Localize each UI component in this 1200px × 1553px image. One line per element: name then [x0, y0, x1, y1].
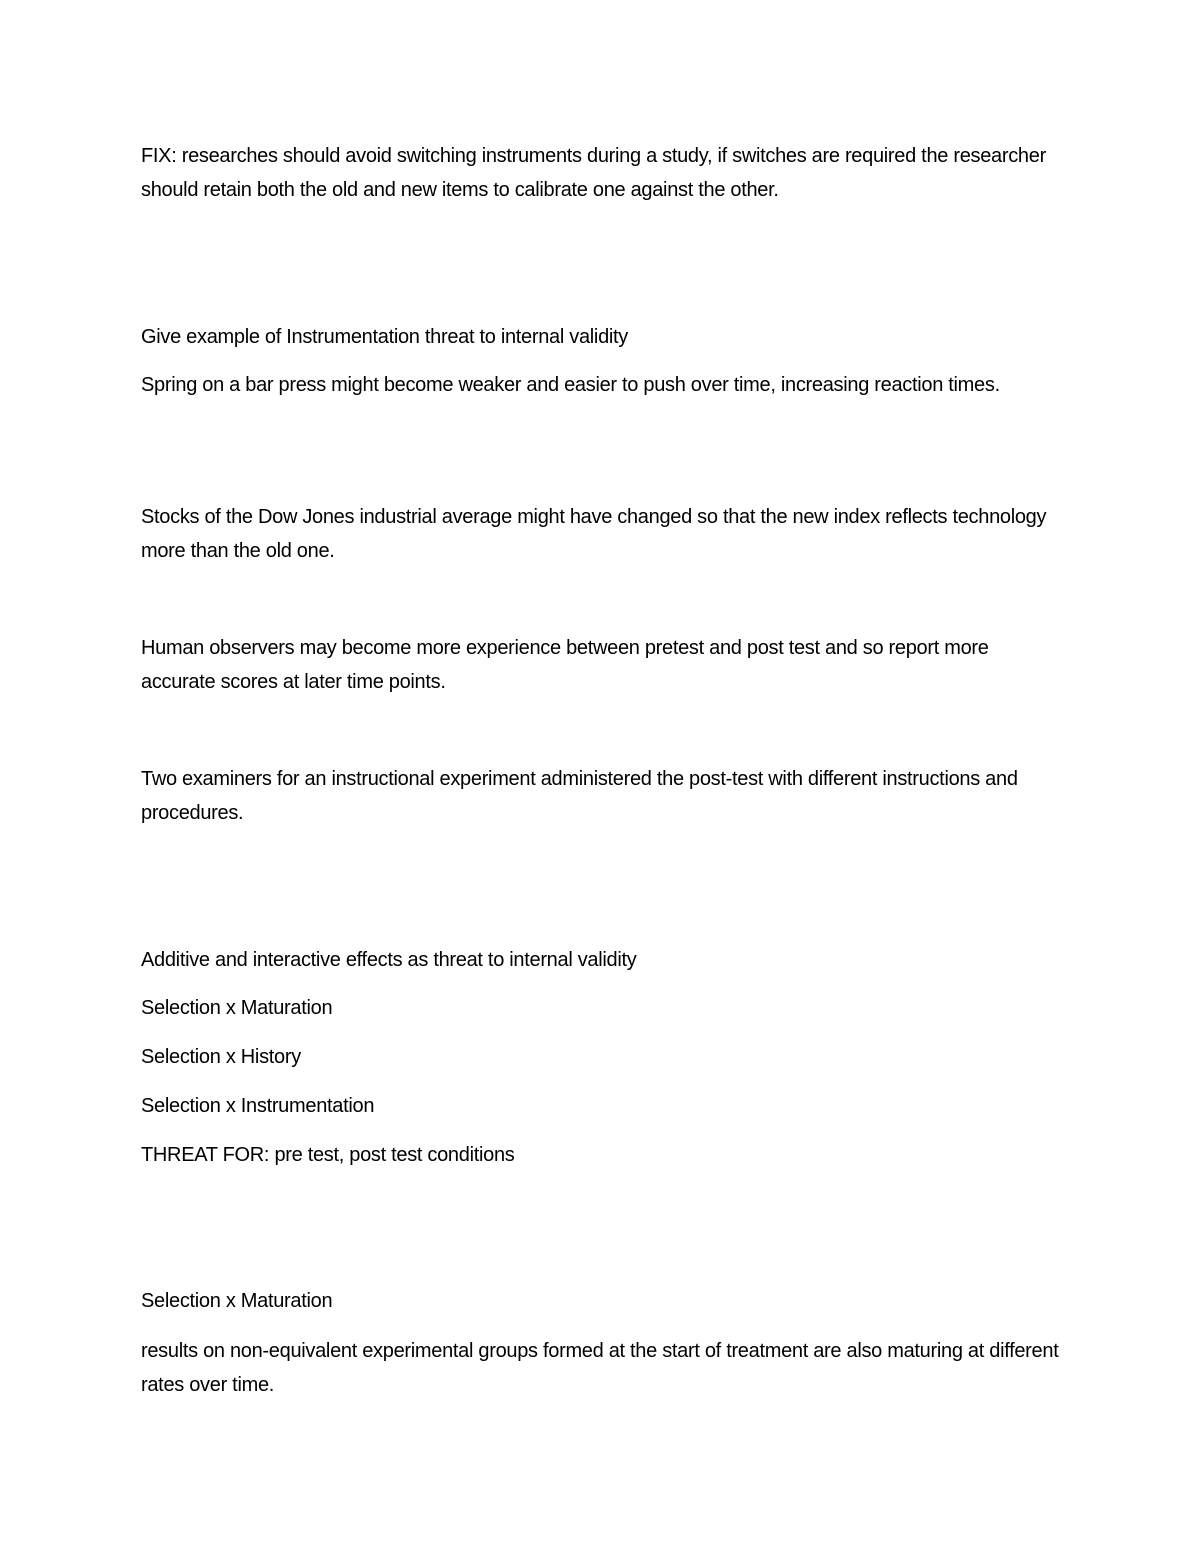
instrumentation-question: Give example of Instrumentation threat to internal validity — [141, 326, 628, 348]
selection-maturation-heading: Selection x Maturation — [141, 1290, 333, 1312]
fix-paragraph: FIX: researches should avoid switching instruments during a study, if switches are required the researcher should retain both the old and new items to calibrate one against the other. — [141, 145, 1046, 201]
selection-instrumentation-item: Selection x Instrumentation — [141, 1095, 375, 1117]
example-dow-jones: Stocks of the Dow Jones industrial average might have changed so that the new index reflects technology more than the old one. — [141, 506, 1047, 562]
selection-maturation-definition: results on non-equivalent experimental groups formed at the start of treatment are also maturing at different rates over time. — [141, 1340, 1059, 1396]
example-human-observers: Human observers may become more experience between pretest and post test and so report more accurate scores at later time points. — [141, 637, 989, 693]
example-two-examiners: Two examiners for an instructional experiment administered the post-test with different instructions and procedures. — [141, 768, 1018, 824]
threat-for-line: THREAT FOR: pre test, post test conditions — [141, 1144, 515, 1166]
selection-history-item: Selection x History — [141, 1046, 301, 1068]
example-bar-press: Spring on a bar press might become weaker and easier to push over time, increasing reaction times. — [141, 374, 1000, 396]
additive-effects-heading: Additive and interactive effects as threat to internal validity — [141, 949, 637, 971]
selection-maturation-item: Selection x Maturation — [141, 997, 333, 1019]
